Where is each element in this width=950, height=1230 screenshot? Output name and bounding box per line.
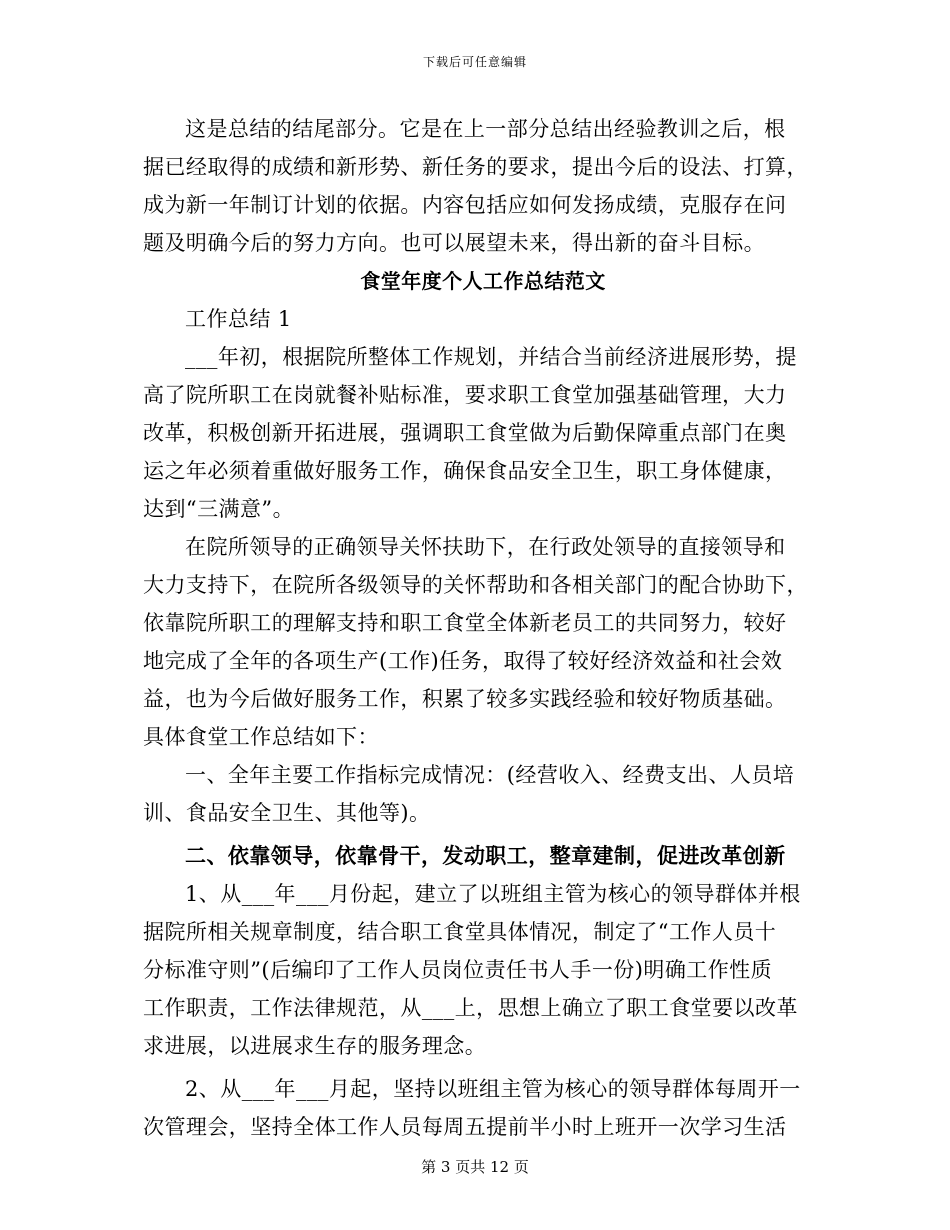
page-footer: 第 3 页共 12 页	[421, 1158, 529, 1176]
paragraph-line: 这是总结的结尾部分。它是在上一部分总结出经验教训之后，根	[185, 117, 786, 141]
paragraph-line: 益，也为今后做好服务工作，积累了较多实践经验和较好物质基础。	[143, 687, 787, 711]
paragraph-line: 据院所相关规章制度，结合职工食堂具体情况，制定了“工作人员十	[143, 920, 777, 944]
paragraph-line: 达到“三满意”。	[143, 497, 295, 521]
document-title: 食堂年度个人工作总结范文	[360, 269, 606, 293]
paragraph-line: 工作职责，工作法律规范，从___上，思想上确立了职工食堂要以改革	[143, 996, 798, 1020]
paragraph-line: 高了院所职工在岗就餐补贴标准，要求职工食堂加强基础管理，大力	[143, 383, 787, 407]
paragraph-line: 2、从___年___月起，坚持以班组主管为核心的领导群体每周开一	[185, 1077, 801, 1101]
paragraph-line: 依靠院所职工的理解支持和职工食堂全体新老员工的共同努力，较好	[143, 611, 787, 635]
paragraph-line: 分标准守则”(后编印了工作人员岗位责任书人手一份)明确工作性质	[143, 958, 773, 982]
document-body	[143, 110, 813, 1146]
paragraph-line: 具体食堂工作总结如下：	[143, 725, 379, 749]
paragraph-line: 训、食品安全卫生、其他等)。	[143, 801, 431, 825]
paragraph-line: 据已经取得的成绩和新形势、新任务的要求，提出今后的设法、打算，	[143, 155, 808, 179]
paragraph-line: 大力支持下，在院所各级领导的关怀帮助和各相关部门的配合协助下，	[143, 573, 808, 597]
section-heading-bold: 二、依靠领导，依靠骨干，发动职工，整章建制，促进改革创新	[185, 843, 786, 868]
paragraph-line: 求进展，以进展求生存的服务理念。	[143, 1034, 487, 1058]
section-heading: 工作总结 1	[185, 307, 292, 331]
paragraph-line: 改革，积极创新开拓进展，强调职工食堂做为后勤保障重点部门在奥	[143, 421, 787, 445]
page-header: 下载后可任意编辑	[422, 55, 527, 69]
paragraph-line: 运之年必须着重做好服务工作，确保食品安全卫生，职工身体健康，	[143, 459, 787, 483]
paragraph-line: 次管理会，坚持全体工作人员每周五提前半小时上班开一次学习生活	[143, 1115, 787, 1139]
paragraph-line: 1、从___年___月份起，建立了以班组主管为核心的领导群体并根	[185, 882, 801, 906]
paragraph-line: 成为新一年制订计划的依据。内容包括应如何发扬成绩，克服存在问	[143, 193, 787, 217]
paragraph-line: 在院所领导的正确领导关怀扶助下，在行政处领导的直接领导和	[185, 535, 786, 559]
paragraph-line: 一、全年主要工作指标完成情况：(经营收入、经费支出、人员培	[185, 763, 795, 787]
paragraph-line: ___年初，根据院所整体工作规划，并结合当前经济进展形势，提	[185, 345, 797, 369]
paragraph-line: 题及明确今后的努力方向。也可以展望未来，得出新的奋斗目标。	[143, 231, 766, 255]
paragraph-line: 地完成了全年的各项生产(工作)任务，取得了较好经济效益和社会效	[143, 649, 783, 673]
